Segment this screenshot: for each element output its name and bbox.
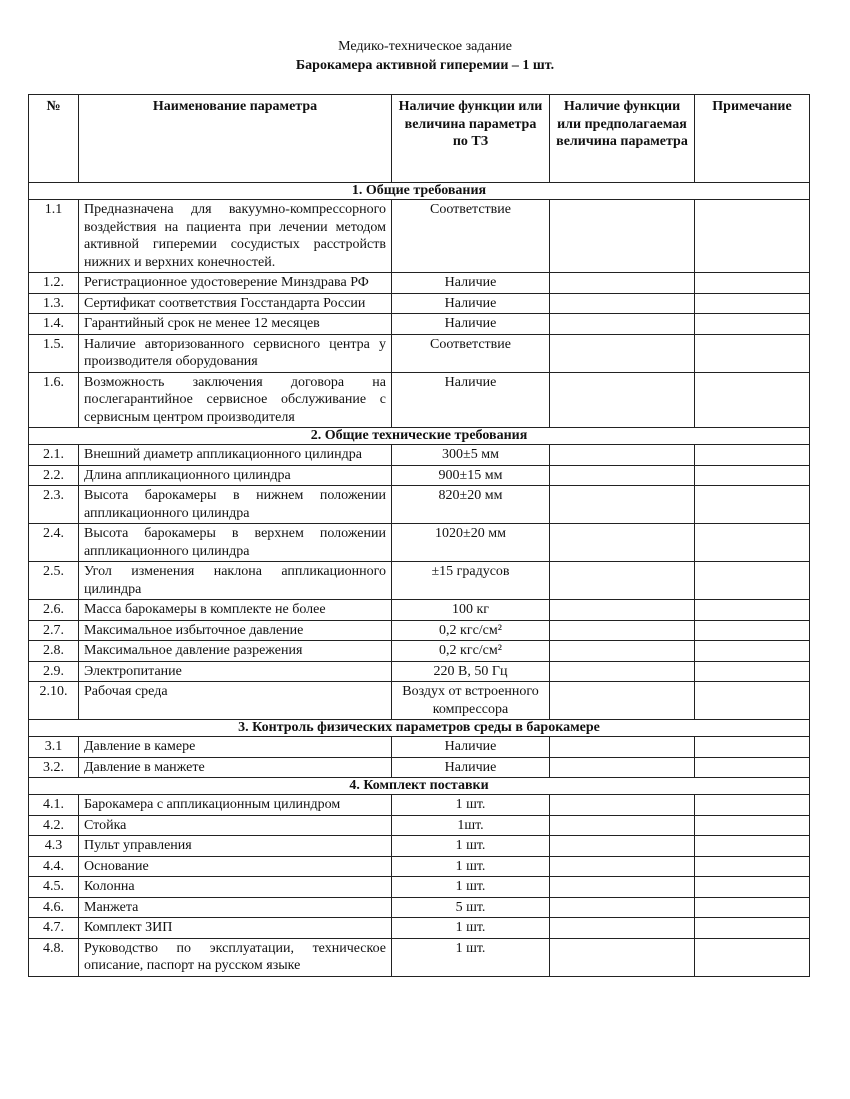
table-row (29, 918, 810, 939)
table-row (29, 897, 810, 918)
parameter-name: Рабочая среда (79, 682, 392, 720)
parameter-name: Возможность заключения договора на послегарантийное сервисное обслуживание с сервисным центром производителя (79, 372, 392, 428)
section-header-row (29, 183, 810, 200)
parameter-name: Барокамера с аппликационным цилиндром (79, 795, 392, 816)
offered-value-cell (550, 562, 695, 600)
offered-value-cell (550, 465, 695, 486)
note-cell (695, 200, 810, 273)
required-value: Соответствие (392, 334, 550, 372)
required-value: 5 шт. (392, 897, 550, 918)
parameter-name: Основание (79, 856, 392, 877)
required-value: 220 В, 50 Гц (392, 661, 550, 682)
parameter-name: Регистрационное удостоверение Минздрава РФ (79, 273, 392, 294)
note-cell (695, 737, 810, 758)
table-row (29, 465, 810, 486)
note-cell (695, 445, 810, 466)
section-header-row (29, 428, 810, 445)
offered-value-cell (550, 737, 695, 758)
table-row (29, 486, 810, 524)
offered-value-cell (550, 938, 695, 976)
row-number: 1.6. (29, 372, 79, 428)
required-value: Наличие (392, 757, 550, 778)
note-cell (695, 314, 810, 335)
row-number: 4.3 (29, 836, 79, 857)
header-required-value: Наличие функции или величина параметра по ТЗ (392, 95, 550, 183)
table-row (29, 200, 810, 273)
parameter-name: Максимальное избыточное давление (79, 620, 392, 641)
parameter-name: Предназначена для вакуумно-компрессорного воздействия на пациента при лечении методом активной гиперемии сосудистых расстройств нижних и верхних конечностей. (79, 200, 392, 273)
required-value: 1 шт. (392, 795, 550, 816)
note-cell (695, 465, 810, 486)
document-title: Медико-техническое задание (338, 39, 512, 54)
row-number: 3.2. (29, 757, 79, 778)
header-parameter-name: Наименование параметра (79, 95, 392, 183)
note-cell (695, 620, 810, 641)
offered-value-cell (550, 815, 695, 836)
row-number: 4.1. (29, 795, 79, 816)
row-number: 1.5. (29, 334, 79, 372)
parameter-name: Угол изменения наклона аппликационного цилиндра (79, 562, 392, 600)
table-row (29, 682, 810, 720)
parameter-name: Высота барокамеры в верхнем положении аппликационного цилиндра (79, 524, 392, 562)
parameter-name: Давление в камере (79, 737, 392, 758)
section-title: 4. Комплект поставки (29, 778, 810, 795)
row-number: 2.1. (29, 445, 79, 466)
parameter-name: Комплект ЗИП (79, 918, 392, 939)
note-cell (695, 836, 810, 857)
row-number: 1.4. (29, 314, 79, 335)
required-value: 100 кг (392, 600, 550, 621)
offered-value-cell (550, 836, 695, 857)
document-subtitle: Барокамера активной гиперемии – 1 шт. (295, 58, 555, 73)
required-value: Наличие (392, 273, 550, 294)
required-value: Наличие (392, 737, 550, 758)
table-row (29, 815, 810, 836)
table-row (29, 737, 810, 758)
table-row (29, 877, 810, 898)
table-row (29, 795, 810, 816)
header-number: № (29, 95, 79, 183)
table-row (29, 334, 810, 372)
required-value: 0,2 кгс/см² (392, 620, 550, 641)
row-number: 1.1 (29, 200, 79, 273)
required-value: 900±15 мм (392, 465, 550, 486)
table-row (29, 273, 810, 294)
offered-value-cell (550, 757, 695, 778)
parameter-name: Высота барокамеры в нижнем положении аппликационного цилиндра (79, 486, 392, 524)
table-row (29, 757, 810, 778)
note-cell (695, 661, 810, 682)
required-value: 1 шт. (392, 877, 550, 898)
parameter-name: Пульт управления (79, 836, 392, 857)
row-number: 2.10. (29, 682, 79, 720)
required-value: 1шт. (392, 815, 550, 836)
offered-value-cell (550, 334, 695, 372)
note-cell (695, 918, 810, 939)
row-number: 4.8. (29, 938, 79, 976)
note-cell (695, 641, 810, 662)
note-cell (695, 795, 810, 816)
table-row (29, 314, 810, 335)
note-cell (695, 877, 810, 898)
table-row (29, 836, 810, 857)
table-row (29, 562, 810, 600)
table-row (29, 661, 810, 682)
row-number: 2.4. (29, 524, 79, 562)
offered-value-cell (550, 620, 695, 641)
offered-value-cell (550, 314, 695, 335)
row-number: 1.2. (29, 273, 79, 294)
row-number: 3.1 (29, 737, 79, 758)
note-cell (695, 682, 810, 720)
parameter-name: Внешний диаметр аппликационного цилиндра (79, 445, 392, 466)
header-offered-value: Наличие функции или предполагаемая величина параметра (550, 95, 695, 183)
note-cell (695, 486, 810, 524)
note-cell (695, 293, 810, 314)
parameter-name: Гарантийный срок не менее 12 месяцев (79, 314, 392, 335)
required-value: Наличие (392, 372, 550, 428)
table-row (29, 620, 810, 641)
required-value: Соответствие (392, 200, 550, 273)
required-value: 1020±20 мм (392, 524, 550, 562)
section-title: 3. Контроль физических параметров среды в барокамере (29, 720, 810, 737)
note-cell (695, 334, 810, 372)
parameter-name: Колонна (79, 877, 392, 898)
note-cell (695, 938, 810, 976)
row-number: 4.7. (29, 918, 79, 939)
section-header-row (29, 720, 810, 737)
note-cell (695, 815, 810, 836)
section-title: 1. Общие требования (29, 183, 810, 200)
offered-value-cell (550, 856, 695, 877)
row-number: 2.6. (29, 600, 79, 621)
table-row (29, 445, 810, 466)
offered-value-cell (550, 661, 695, 682)
row-number: 4.2. (29, 815, 79, 836)
table-row (29, 293, 810, 314)
note-cell (695, 372, 810, 428)
required-value: 1 шт. (392, 918, 550, 939)
table-row (29, 372, 810, 428)
row-number: 1.3. (29, 293, 79, 314)
required-value: 0,2 кгс/см² (392, 641, 550, 662)
required-value: ±15 градусов (392, 562, 550, 600)
parameter-name: Стойка (79, 815, 392, 836)
parameter-name: Манжета (79, 897, 392, 918)
offered-value-cell (550, 682, 695, 720)
row-number: 2.8. (29, 641, 79, 662)
row-number: 4.5. (29, 877, 79, 898)
offered-value-cell (550, 877, 695, 898)
offered-value-cell (550, 795, 695, 816)
table-row (29, 600, 810, 621)
required-value: 1 шт. (392, 836, 550, 857)
parameter-name: Масса барокамеры в комплекте не более (79, 600, 392, 621)
required-value: 300±5 мм (392, 445, 550, 466)
table-row (29, 856, 810, 877)
note-cell (695, 757, 810, 778)
parameter-name: Сертификат соответствия Госстандарта России (79, 293, 392, 314)
section-header-row (29, 778, 810, 795)
required-value: Воздух от встроенного компрессора (392, 682, 550, 720)
offered-value-cell (550, 445, 695, 466)
section-title: 2. Общие технические требования (29, 428, 810, 445)
parameter-name: Наличие авторизованного сервисного центра у производителя оборудования (79, 334, 392, 372)
spec-table (28, 94, 810, 977)
offered-value-cell (550, 273, 695, 294)
offered-value-cell (550, 486, 695, 524)
note-cell (695, 524, 810, 562)
required-value: Наличие (392, 293, 550, 314)
row-number: 2.7. (29, 620, 79, 641)
note-cell (695, 897, 810, 918)
parameter-name: Давление в манжете (79, 757, 392, 778)
note-cell (695, 856, 810, 877)
table-row (29, 938, 810, 976)
required-value: 1 шт. (392, 938, 550, 976)
row-number: 2.5. (29, 562, 79, 600)
offered-value-cell (550, 372, 695, 428)
row-number: 4.4. (29, 856, 79, 877)
offered-value-cell (550, 897, 695, 918)
note-cell (695, 600, 810, 621)
header-note: Примечание (695, 95, 810, 183)
offered-value-cell (550, 200, 695, 273)
table-row (29, 641, 810, 662)
row-number: 2.3. (29, 486, 79, 524)
table-header-row (29, 95, 810, 183)
row-number: 2.9. (29, 661, 79, 682)
table-row (29, 524, 810, 562)
offered-value-cell (550, 918, 695, 939)
parameter-name: Электропитание (79, 661, 392, 682)
parameter-name: Максимальное давление разрежения (79, 641, 392, 662)
note-cell (695, 273, 810, 294)
required-value: 1 шт. (392, 856, 550, 877)
note-cell (695, 562, 810, 600)
parameter-name: Длина аппликационного цилиндра (79, 465, 392, 486)
row-number: 4.6. (29, 897, 79, 918)
offered-value-cell (550, 524, 695, 562)
offered-value-cell (550, 600, 695, 621)
offered-value-cell (550, 641, 695, 662)
parameter-name: Руководство по эксплуатации, техническое описание, паспорт на русском языке (79, 938, 392, 976)
row-number: 2.2. (29, 465, 79, 486)
offered-value-cell (550, 293, 695, 314)
required-value: 820±20 мм (392, 486, 550, 524)
required-value: Наличие (392, 314, 550, 335)
